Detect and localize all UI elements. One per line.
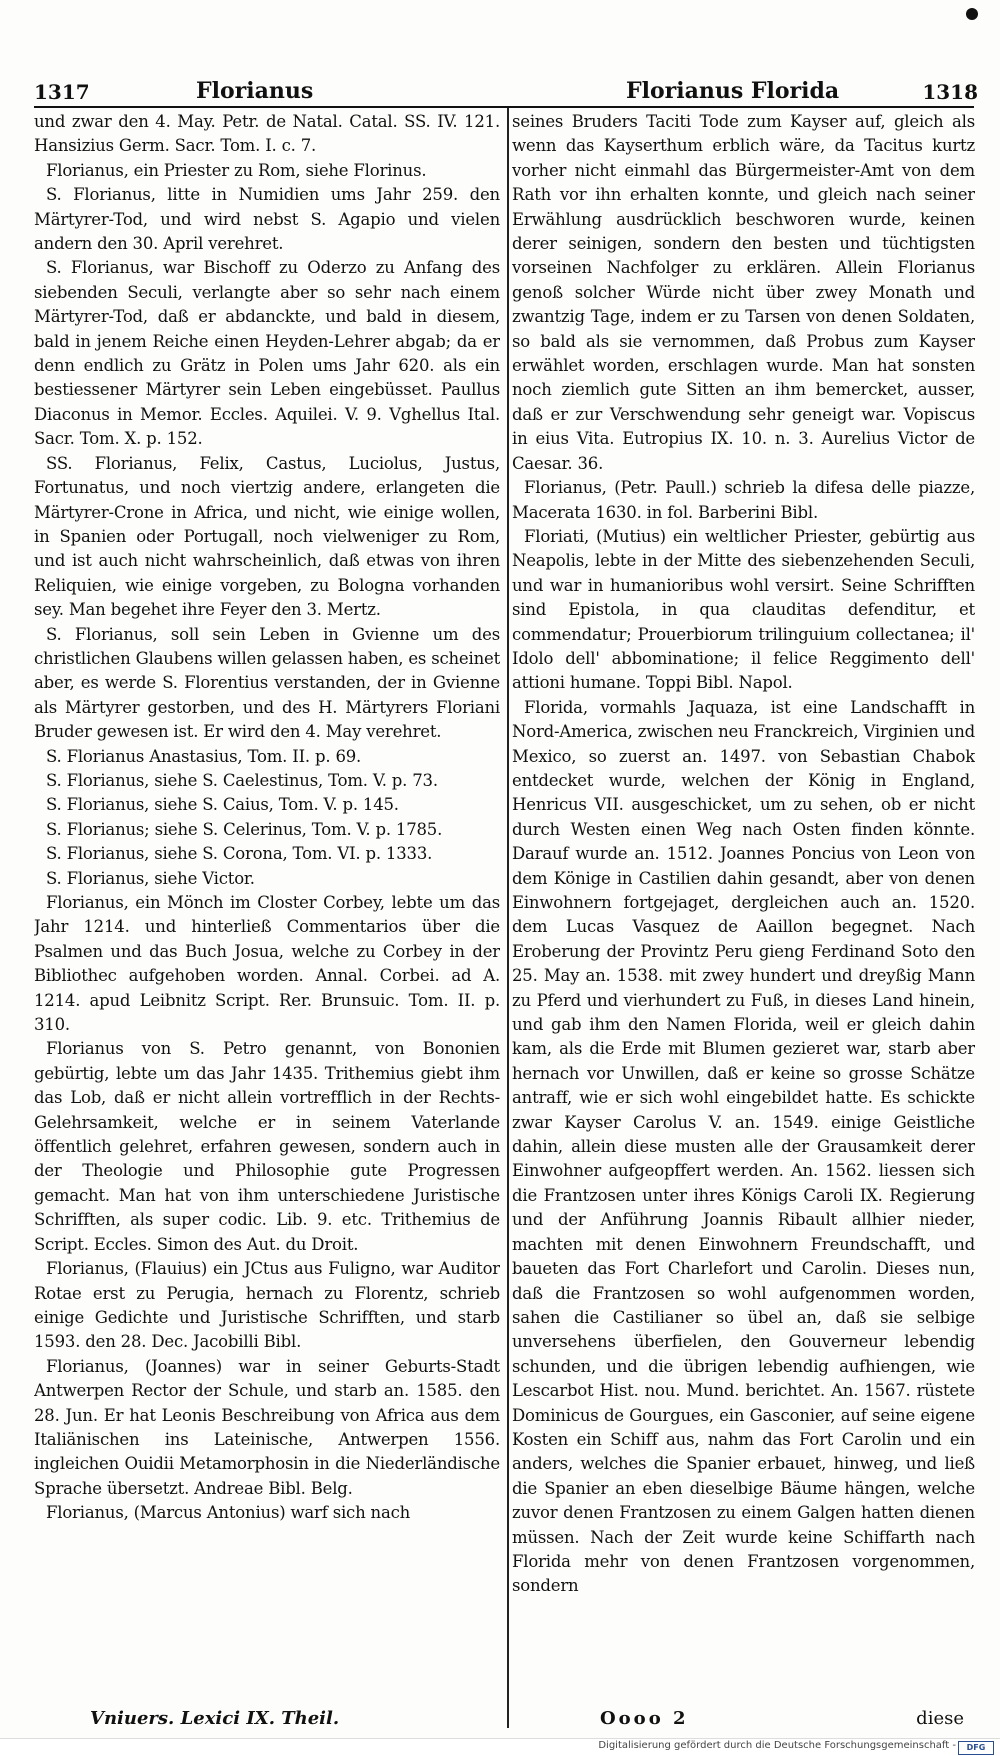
entry-paragraph: Florianus, ein Mönch im Closter Corbey, lebte um das Jahr 1214. und hinterließ Commentarios über die Psalmen und das Buch Josua, welche zu Corbey in der Bibliothec aufgehoben worden. Annal. Corbei. ad A. 1214. apud Leibnitz Script. Rer. Brunsuic. Tom. II. p. 310. bbox=[34, 893, 500, 1035]
dfg-logo-icon: DFG bbox=[958, 1741, 994, 1755]
entry-paragraph: S. Florianus, war Bischoff zu Oderzo zu Anfang des siebenden Seculi, verlangte aber so sehr nach einem Märtyrer-Tod, daß er abdanckte, und bald in diesem, bald in jenem Reiche einen Heyden-Lehrer abgab; da er denn endlich zu Grätz in Polen ums Jahr 620. als ein bestiessener Märtyrer sein Leben eingebüsset. Paullus Diaconus in Memor. Eccles. Aquilei. V. 9. Vghellus Ital. Sacr. Tom. X. p. 152. bbox=[34, 258, 500, 449]
entry-paragraph: seines Bruders Taciti Tode zum Kayser auf, gleich als wenn das Kayserthum erblich wäre, da Tacitus kurtz vorher nicht einmahl das Bürgermeister-Amt von dem Rath vor ihn erhalten konnte, und gleich nach seiner Erwählung ausdrücklich beschworen wurde, keinen derer seinigen, sondern den besten und tüchtigsten vorseinen Nachfolger zu erklären. Allein Florianus genoß solcher Würde nicht über zwey Monath und zwantzig Tage, indem er zu Tarsen von denen Soldaten, so bald als sie vernommen, daß Probus zum Kayser erwählet worden, erschlagen wurde. Man hat sonsten noch ziemlich gute Sitten an ihm bemercket, ausser, daß er zur Verschwendung sehr geneigt war. Vopiscus in eius Vita. Eutropius IX. 10. n. 3. Aurelius Victor de Caesar. 36. bbox=[512, 112, 975, 473]
entry-paragraph: S. Florianus; siehe S. Celerinus, Tom. V. p. 1785. bbox=[46, 819, 443, 839]
entry-paragraph: SS. Florianus, Felix, Castus, Luciolus, Justus, Fortunatus, und noch viertzig andere, erlangeten die Märtyrer-Crone in Africa, und nicht, wie einige wollen, in Spanien oder Portugall, noch vielweniger zu Rom, und ist auch nicht wahrscheinlich, daß etwas von ihren Reliquien, wie einige vorgeben, zu Bologna vorhanden sey. Man begehet ihre Feyer den 3. Mertz. bbox=[34, 453, 500, 620]
entry-paragraph: S. Florianus, siehe S. Caelestinus, Tom. V. p. 73. bbox=[46, 770, 438, 790]
running-header bbox=[34, 80, 978, 114]
entry-paragraph: S. Florianus, litte in Numidien ums Jahr 259. den Märtyrer-Tod, und wird nebst S. Agapio und vielen andern den 30. April verehret. bbox=[34, 185, 500, 254]
column-divider bbox=[507, 108, 509, 1728]
signature-mark: Oooo 2 bbox=[600, 1708, 689, 1729]
page-number-right: 1318 bbox=[922, 80, 978, 104]
entry-paragraph: Florida, vormahls Jaquaza, ist eine Landschafft in Nord-America, zwischen neu Franckreich, Virginien und Mexico, so zuerst an. 1497. von Sebastian Chabok entdecket wurde, welchen der König in England, Henricus VII. ausgeschicket, um zu sehen, ob er nicht durch Westen einen Weg nach Osten finden könnte. Darauf wurde an. 1512. Joannes Poncius von Leon von dem Könige in Castilien dahin gesandt, aber von denen Einwohnern fortgejaget, dergleichen auch an. 1520. dem Lucas Vasquez de Aaillon begegnet. Nach Eroberung der Provintz Peru gieng Ferdinand Soto den 25. May an. 1538. mit zwey hundert und dreyßig Mann zu Pferd und vierhundert zu Fuß, in dieses Land hinein, und gab ihm den Namen Florida, weil er gleich dahin kam, als die Erde mit Blumen gezieret war, starb aber hernach vor Unwillen, daß er keine so grosse Schätze antraff, wie er sich wohl eingebildet hatte. Es schickte zwar Kayser Carolus V. an. 1549. einige Geistliche dahin, allein diese musten alle der Grausamkeit derer Einwohner aufgeopffert werden. An. 1562. liessen sich die Frantzosen unter ihres Königs Caroli IX. Regierung und der Anführung Joannis Ribault allhier nieder, machten mit denen Einwohnern Freundschafft, und baueten das Fort Charlefort und Carolin. Dieses nun, daß die Frantzosen so wohl aufgenommen worden, sahen die Castilianer so übel an, daß sie selbige unversehens überfielen, den Gouverneur lebendig schunden, und die übrigen lebendig aufhiengen, wie Lescarbot Hist. nou. Mund. berichtet. An. 1567. rüstete Dominicus de Gourgues, ein Gasconier, auf seine eigene Kosten ein Schiff aus, nahm das Fort Carolin und ein anders, welches die Spanier erbauet, hinweg, und ließ die Spanier an eben dieselbige Bäume hängen, welche zuvor denen Frantzosen zu einem Galgen hatten dienen müssen. Nach der Zeit wurde keine Schiffarth nach Florida mehr von denen Frantzosen vorgenommen, sondern bbox=[512, 697, 975, 1596]
entry-paragraph: Florianus, (Marcus Antonius) warf sich nach bbox=[46, 1503, 411, 1523]
entry-paragraph: S. Florianus, siehe S. Caius, Tom. V. p. 145. bbox=[46, 795, 399, 815]
entry-paragraph: Florianus, (Petr. Paull.) schrieb la difesa delle piazze, Macerata 1630. in fol. Barberini Bibl. bbox=[512, 478, 975, 522]
entry-paragraph: S. Florianus Anastasius, Tom. II. p. 69. bbox=[46, 746, 362, 766]
catchword: diese bbox=[916, 1708, 964, 1729]
right-column bbox=[512, 110, 975, 1710]
left-column bbox=[34, 110, 500, 1710]
entry-paragraph: Florianus, ein Priester zu Rom, siehe Florinus. bbox=[46, 160, 427, 180]
page-footer bbox=[34, 1708, 978, 1738]
headword-right: Florianus Florida bbox=[626, 78, 840, 104]
credit-text: Digitalisierung gefördert durch die Deutsche Forschungsgemeinschaft - bbox=[598, 1740, 956, 1751]
entry-paragraph: S. Florianus, soll sein Leben in Gvienne um des christlichen Glaubens willen gelassen haben, es scheinet aber, es werde S. Florentius verstanden, der in Gvienne als Märtyrer gestorben, und des H. Märtyrers Floriani Bruder gewesen ist. Er wird den 4. May verehret. bbox=[34, 624, 500, 742]
entry-paragraph: und zwar den 4. May. Petr. de Natal. Catal. SS. IV. 121. Hansizius Germ. Sacr. Tom. I. c. 7. bbox=[34, 112, 500, 156]
headword-left: Florianus bbox=[196, 78, 314, 104]
signature-line: Vniuers. Lexici IX. Theil. bbox=[90, 1708, 340, 1729]
page-number-left: 1317 bbox=[34, 80, 90, 104]
ink-dot bbox=[966, 8, 978, 20]
entry-paragraph: Florianus von S. Petro genannt, von Bononien gebürtig, lebte um das Jahr 1435. Trithemius giebt ihm das Lob, daß er nicht allein vortrefflich in der Rechts-Gelehrsamkeit, welche er in seinem Vaterlande öffentlich gelehret, erfahren gewesen, sondern auch in der Theologie und Philosophie gute Progressen gemacht. Man hat von ihm unterschiedene Juristische Schrifften, als super codic. Lib. 9. etc. Trithemius de Script. Eccles. Simon des Aut. du Droit. bbox=[34, 1039, 500, 1254]
digitization-credit-bar bbox=[0, 1738, 1000, 1756]
entry-paragraph: S. Florianus, siehe S. Corona, Tom. VI. p. 1333. bbox=[46, 844, 433, 864]
entry-paragraph: S. Florianus, siehe Victor. bbox=[46, 868, 255, 888]
header-rule bbox=[34, 106, 974, 108]
entry-paragraph: Floriati, (Mutius) ein weltlicher Priester, gebürtig aus Neapolis, lebte in der Mitte des siebenzehenden Seculi, und war in humanioribus wohl versirt. Seine Schrifften sind Epistola, in qua clauditas defenditur, et commendatur; Prouerbiorum trilinguium collectanea; il' Idolo dell' abbominatione; il felice Reggimento dell' attioni humane. Toppi Bibl. Napol. bbox=[512, 526, 975, 693]
entry-paragraph: Florianus, (Joannes) war in seiner Geburts-Stadt Antwerpen Rector der Schule, und starb an. 1585. den 28. Jun. Er hat Leonis Beschreibung von Africa aus dem Italiänischen ins Lateinische, Antwerpen 1556. ingleichen Ouidii Metamorphosin in die Niederländische Sprache übersetzt. Andreae Bibl. Belg. bbox=[34, 1356, 500, 1498]
entry-paragraph: Florianus, (Flauius) ein JCtus aus Fuligno, war Auditor Rotae erst zu Perugia, hernach zu Florentz, schrieb einige Gedichte und Juristische Schrifften, und starb 1593. den 28. Dec. Jacobilli Bibl. bbox=[34, 1259, 500, 1352]
